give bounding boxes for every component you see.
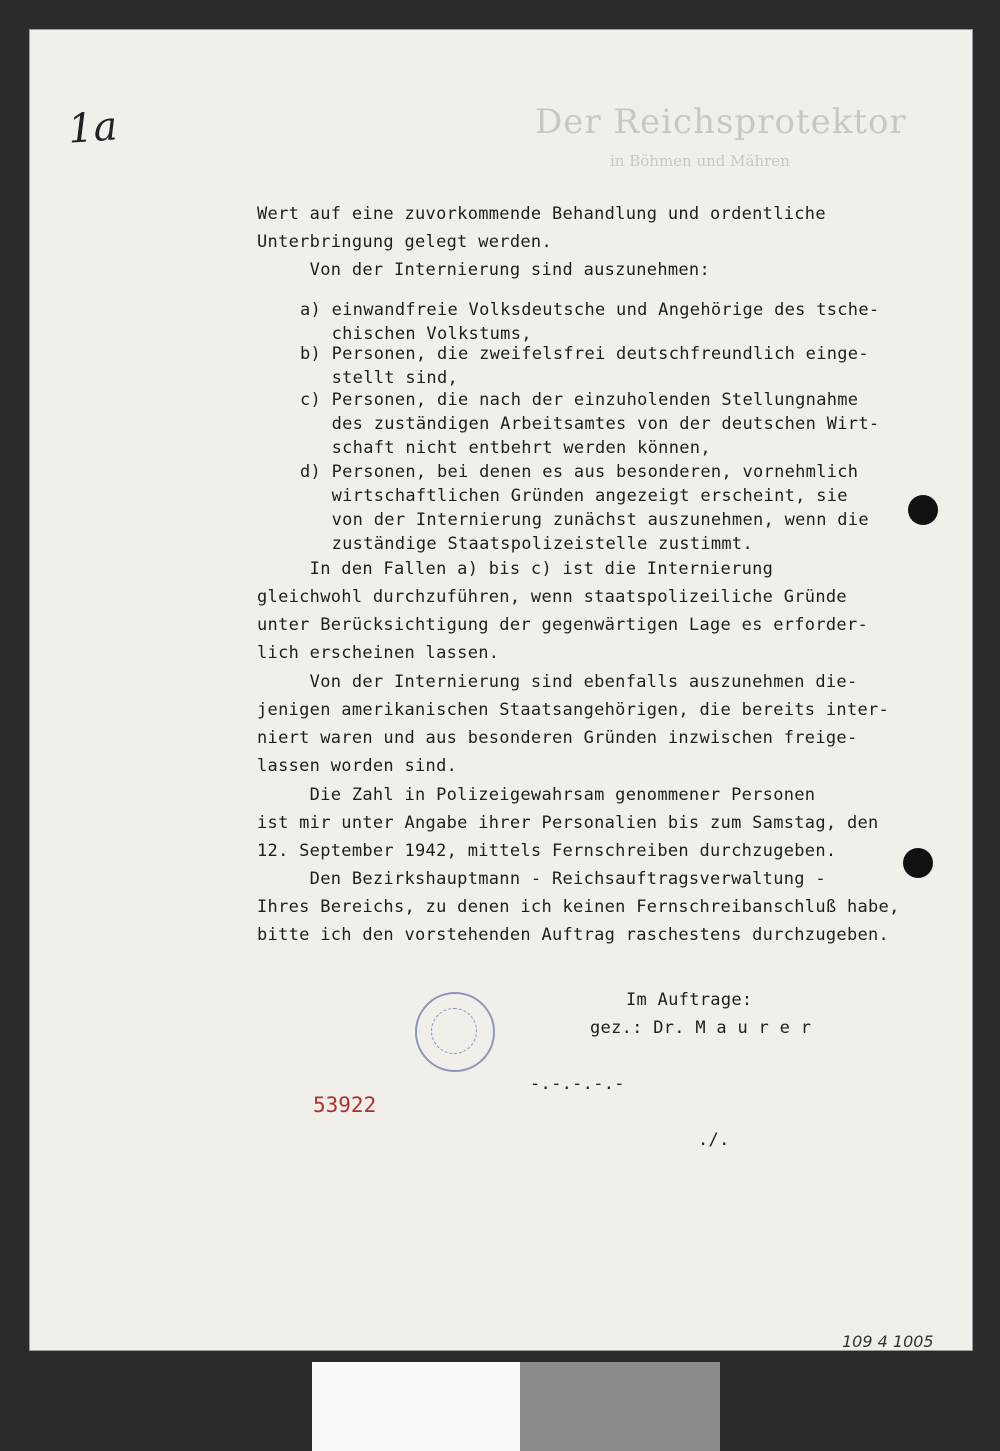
body-line: lich erscheinen lassen.	[257, 643, 500, 663]
calibration-bar-gray	[520, 1362, 720, 1451]
body-line: bitte ich den vorstehenden Auftrag raschestens durchzugeben.	[257, 925, 890, 945]
body-line: Wert auf eine zuvorkommende Behandlung und ordentliche	[257, 204, 826, 224]
body-line: ist mir unter Angabe ihrer Personalien bis zum Samstag, den	[257, 813, 879, 833]
punch-hole	[908, 495, 938, 525]
document-page	[30, 30, 972, 1350]
body-line: In den Fallen a) bis c) ist die Internierung	[257, 559, 774, 579]
calibration-bar-white	[312, 1362, 520, 1451]
body-line: d) Personen, bei denen es aus besonderen, vornehmlich	[300, 462, 859, 482]
signature-closing: Im Auftrage:	[626, 990, 753, 1010]
archive-number-box	[812, 1330, 972, 1350]
body-line: Ihres Bereichs, zu denen ich keinen Fernschreibanschluß habe,	[257, 897, 900, 917]
handwritten-page-marker: 1a	[66, 103, 119, 153]
body-line: chischen Volkstums,	[300, 324, 532, 344]
body-line: b) Personen, die zweifelsfrei deutschfreundlich einge-	[300, 344, 869, 364]
signature-separator: -.-.-.-.-	[530, 1074, 625, 1094]
body-line: stellt sind,	[300, 368, 459, 388]
body-line: lassen worden sind.	[257, 756, 458, 776]
archive-stamp	[415, 992, 495, 1072]
punch-hole	[903, 848, 933, 878]
body-line: Den Bezirkshauptmann - Reichsauftragsverwaltung -	[257, 869, 826, 889]
body-line: des zuständigen Arbeitsamtes von der deutschen Wirt-	[300, 414, 880, 434]
document-number: 53922	[313, 1093, 377, 1117]
calibration-bar-black-right	[720, 1362, 1000, 1451]
bleed-through-letterhead: Der Reichsprotektor	[535, 102, 907, 142]
body-line: Die Zahl in Polizeigewahrsam genommener Personen	[257, 785, 816, 805]
body-line: jenigen amerikanischen Staatsangehörigen, die bereits inter-	[257, 700, 890, 720]
archive-number: 109 4 1005	[842, 1332, 934, 1350]
body-line: Von der Internierung sind auszunehmen:	[257, 260, 710, 280]
body-line: von der Internierung zunächst auszunehmen, wenn die	[300, 510, 869, 530]
body-line: c) Personen, die nach der einzuholenden Stellungnahme	[300, 390, 859, 410]
body-line: Von der Internierung sind ebenfalls auszunehmen die-	[257, 672, 858, 692]
body-line: wirtschaftlichen Gründen angezeigt erscheint, sie	[300, 486, 848, 506]
signature-name: gez.: Dr. M a u r e r	[590, 1018, 812, 1038]
bleed-through-subtitle: in Böhmen und Mähren	[610, 152, 790, 170]
body-line: zuständige Staatspolizeistelle zustimmt.	[300, 534, 753, 554]
body-line: gleichwohl durchzuführen, wenn staatspolizeiliche Gründe	[257, 587, 847, 607]
body-line: Unterbringung gelegt werden.	[257, 232, 552, 252]
body-line: niert waren und aus besonderen Gründen inzwischen freige-	[257, 728, 858, 748]
body-line: schaft nicht entbehrt werden können,	[300, 438, 711, 458]
body-line: a) einwandfreie Volksdeutsche und Angehörige des tsche-	[300, 300, 880, 320]
calibration-bar-black	[0, 1362, 312, 1451]
enclosure-mark: ./.	[698, 1130, 730, 1150]
body-line: unter Berücksichtigung der gegenwärtigen Lage es erforder-	[257, 615, 869, 635]
body-line: 12. September 1942, mittels Fernschreiben durchzugeben.	[257, 841, 837, 861]
